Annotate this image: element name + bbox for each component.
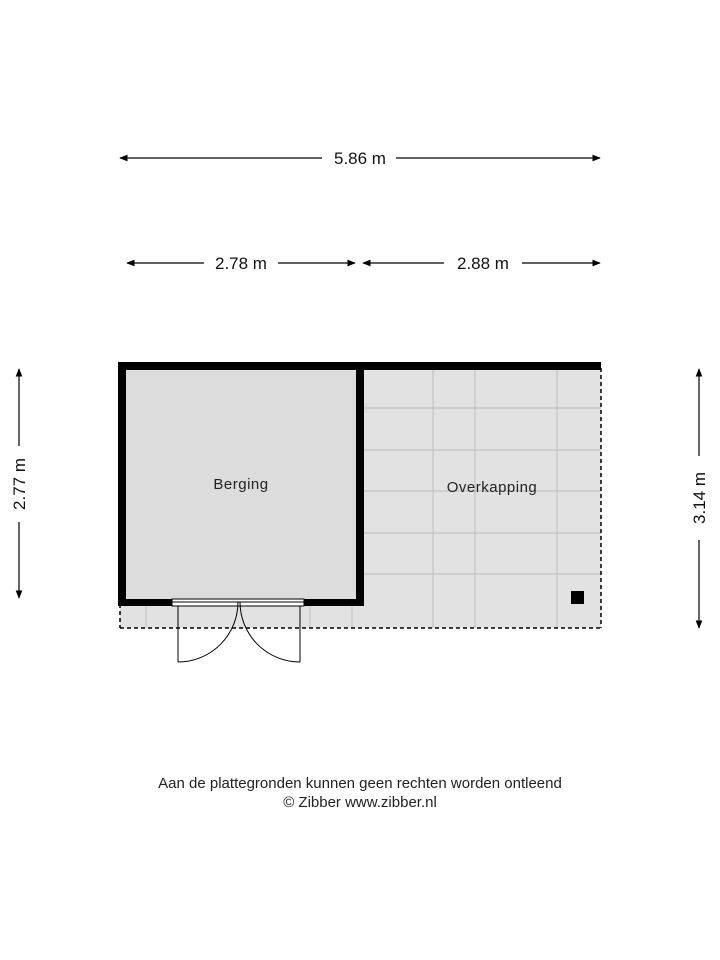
dimension-berging-depth bbox=[10, 369, 29, 598]
dimension-total-width bbox=[120, 149, 600, 168]
dimension-overkapping-depth bbox=[690, 369, 709, 628]
dimension-label-total-width: 5.86 m bbox=[334, 149, 386, 168]
room-label-berging: Berging bbox=[213, 476, 269, 493]
post-column bbox=[571, 591, 584, 604]
disclaimer-text: Aan de plattegronden kunnen geen rechten worden ontleend bbox=[158, 775, 562, 792]
room-label-overkapping: Overkapping bbox=[446, 479, 538, 496]
dimension-label-overkapping-width: 2.88 m bbox=[457, 254, 509, 273]
dimension-overkapping-width bbox=[363, 254, 600, 273]
dimension-label-overkapping-depth: 3.14 m bbox=[690, 472, 709, 524]
dimension-label-berging-depth: 2.77 m bbox=[10, 458, 29, 510]
copyright-text: © Zibber www.zibber.nl bbox=[283, 794, 437, 811]
wall-bottom-left bbox=[118, 599, 172, 606]
wall-bottom-right bbox=[304, 599, 364, 606]
wall-berging-right bbox=[356, 362, 364, 606]
wall-left bbox=[118, 362, 126, 606]
dimension-berging-width bbox=[127, 254, 355, 273]
dimension-label-berging-width: 2.78 m bbox=[215, 254, 267, 273]
